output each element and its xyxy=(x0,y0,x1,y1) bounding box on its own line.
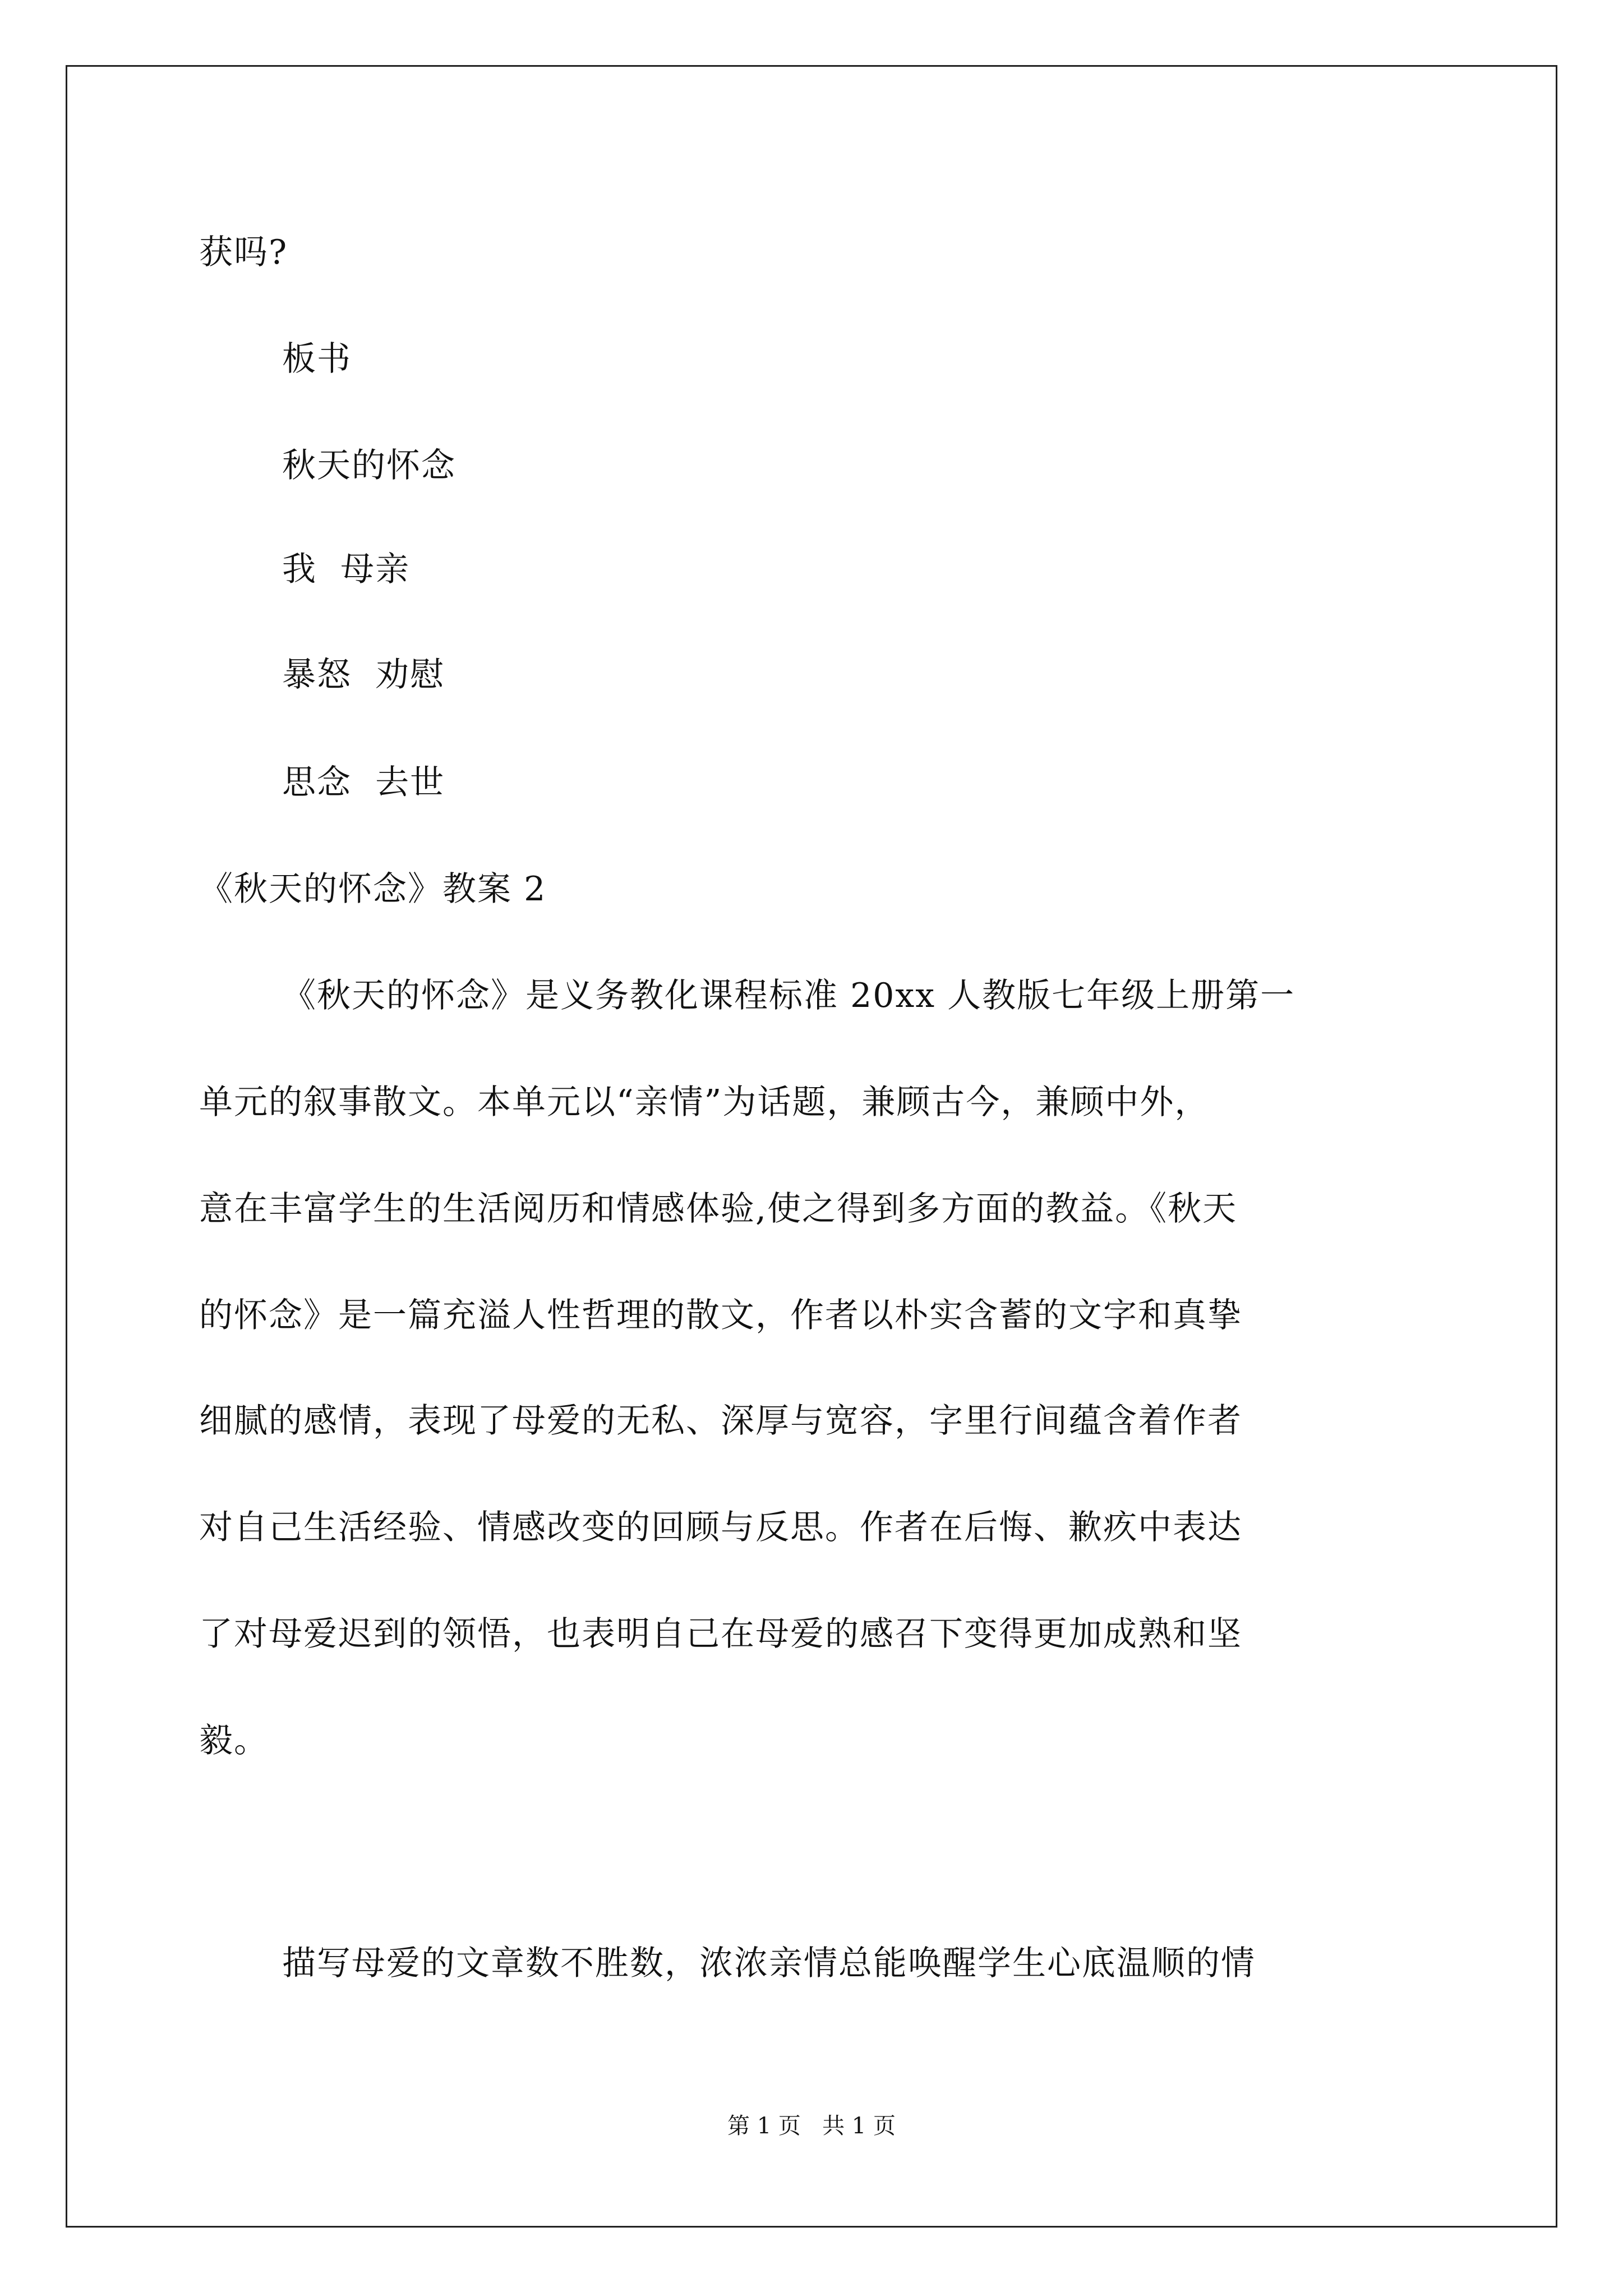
text-line: 《秋天的怀念》是义务教化课程标准 20xx 人教版七年级上册第一 xyxy=(282,976,1295,1015)
text-line: 对自己生活经验、情感改变的回顾与反思。作者在后悔、歉疚中表达 xyxy=(199,1508,1242,1547)
text-line: 秋天的怀念 xyxy=(282,446,456,485)
text-line: 了对母爱迟到的领悟，也表明自己在母爱的感召下变得更加成熟和坚 xyxy=(199,1614,1242,1654)
section-title: 《秋天的怀念》教案 2 xyxy=(199,869,547,909)
page-border xyxy=(66,65,1557,2228)
text-line: 细腻的感情，表现了母爱的无私、深厚与宽容，字里行间蕴含着作者 xyxy=(199,1401,1242,1441)
text-line: 意在丰富学生的生活阅历和情感体验,使之得到多方面的教益。《秋天 xyxy=(199,1189,1238,1228)
text-line: 我 母亲 xyxy=(282,550,411,589)
text-line: 描写母爱的文章数不胜数，浓浓亲情总能唤醒学生心底温顺的情 xyxy=(282,1944,1256,1983)
text-line: 思念 去世 xyxy=(282,763,445,802)
text-line: 暴怒 劝慰 xyxy=(282,655,445,694)
text-line: 毅。 xyxy=(199,1721,269,1760)
text-line: 的怀念》是一篇充溢人性哲理的散文，作者以朴实含蓄的文字和真挚 xyxy=(199,1296,1242,1335)
page-footer: 第 1 页 共 1 页 xyxy=(727,2113,896,2139)
text-line: 获吗? xyxy=(199,233,288,272)
text-line: 单元的叙事散文。本单元以“亲情”为话题，兼顾古今，兼顾中外， xyxy=(199,1083,1210,1122)
text-line: 板书 xyxy=(282,339,352,379)
